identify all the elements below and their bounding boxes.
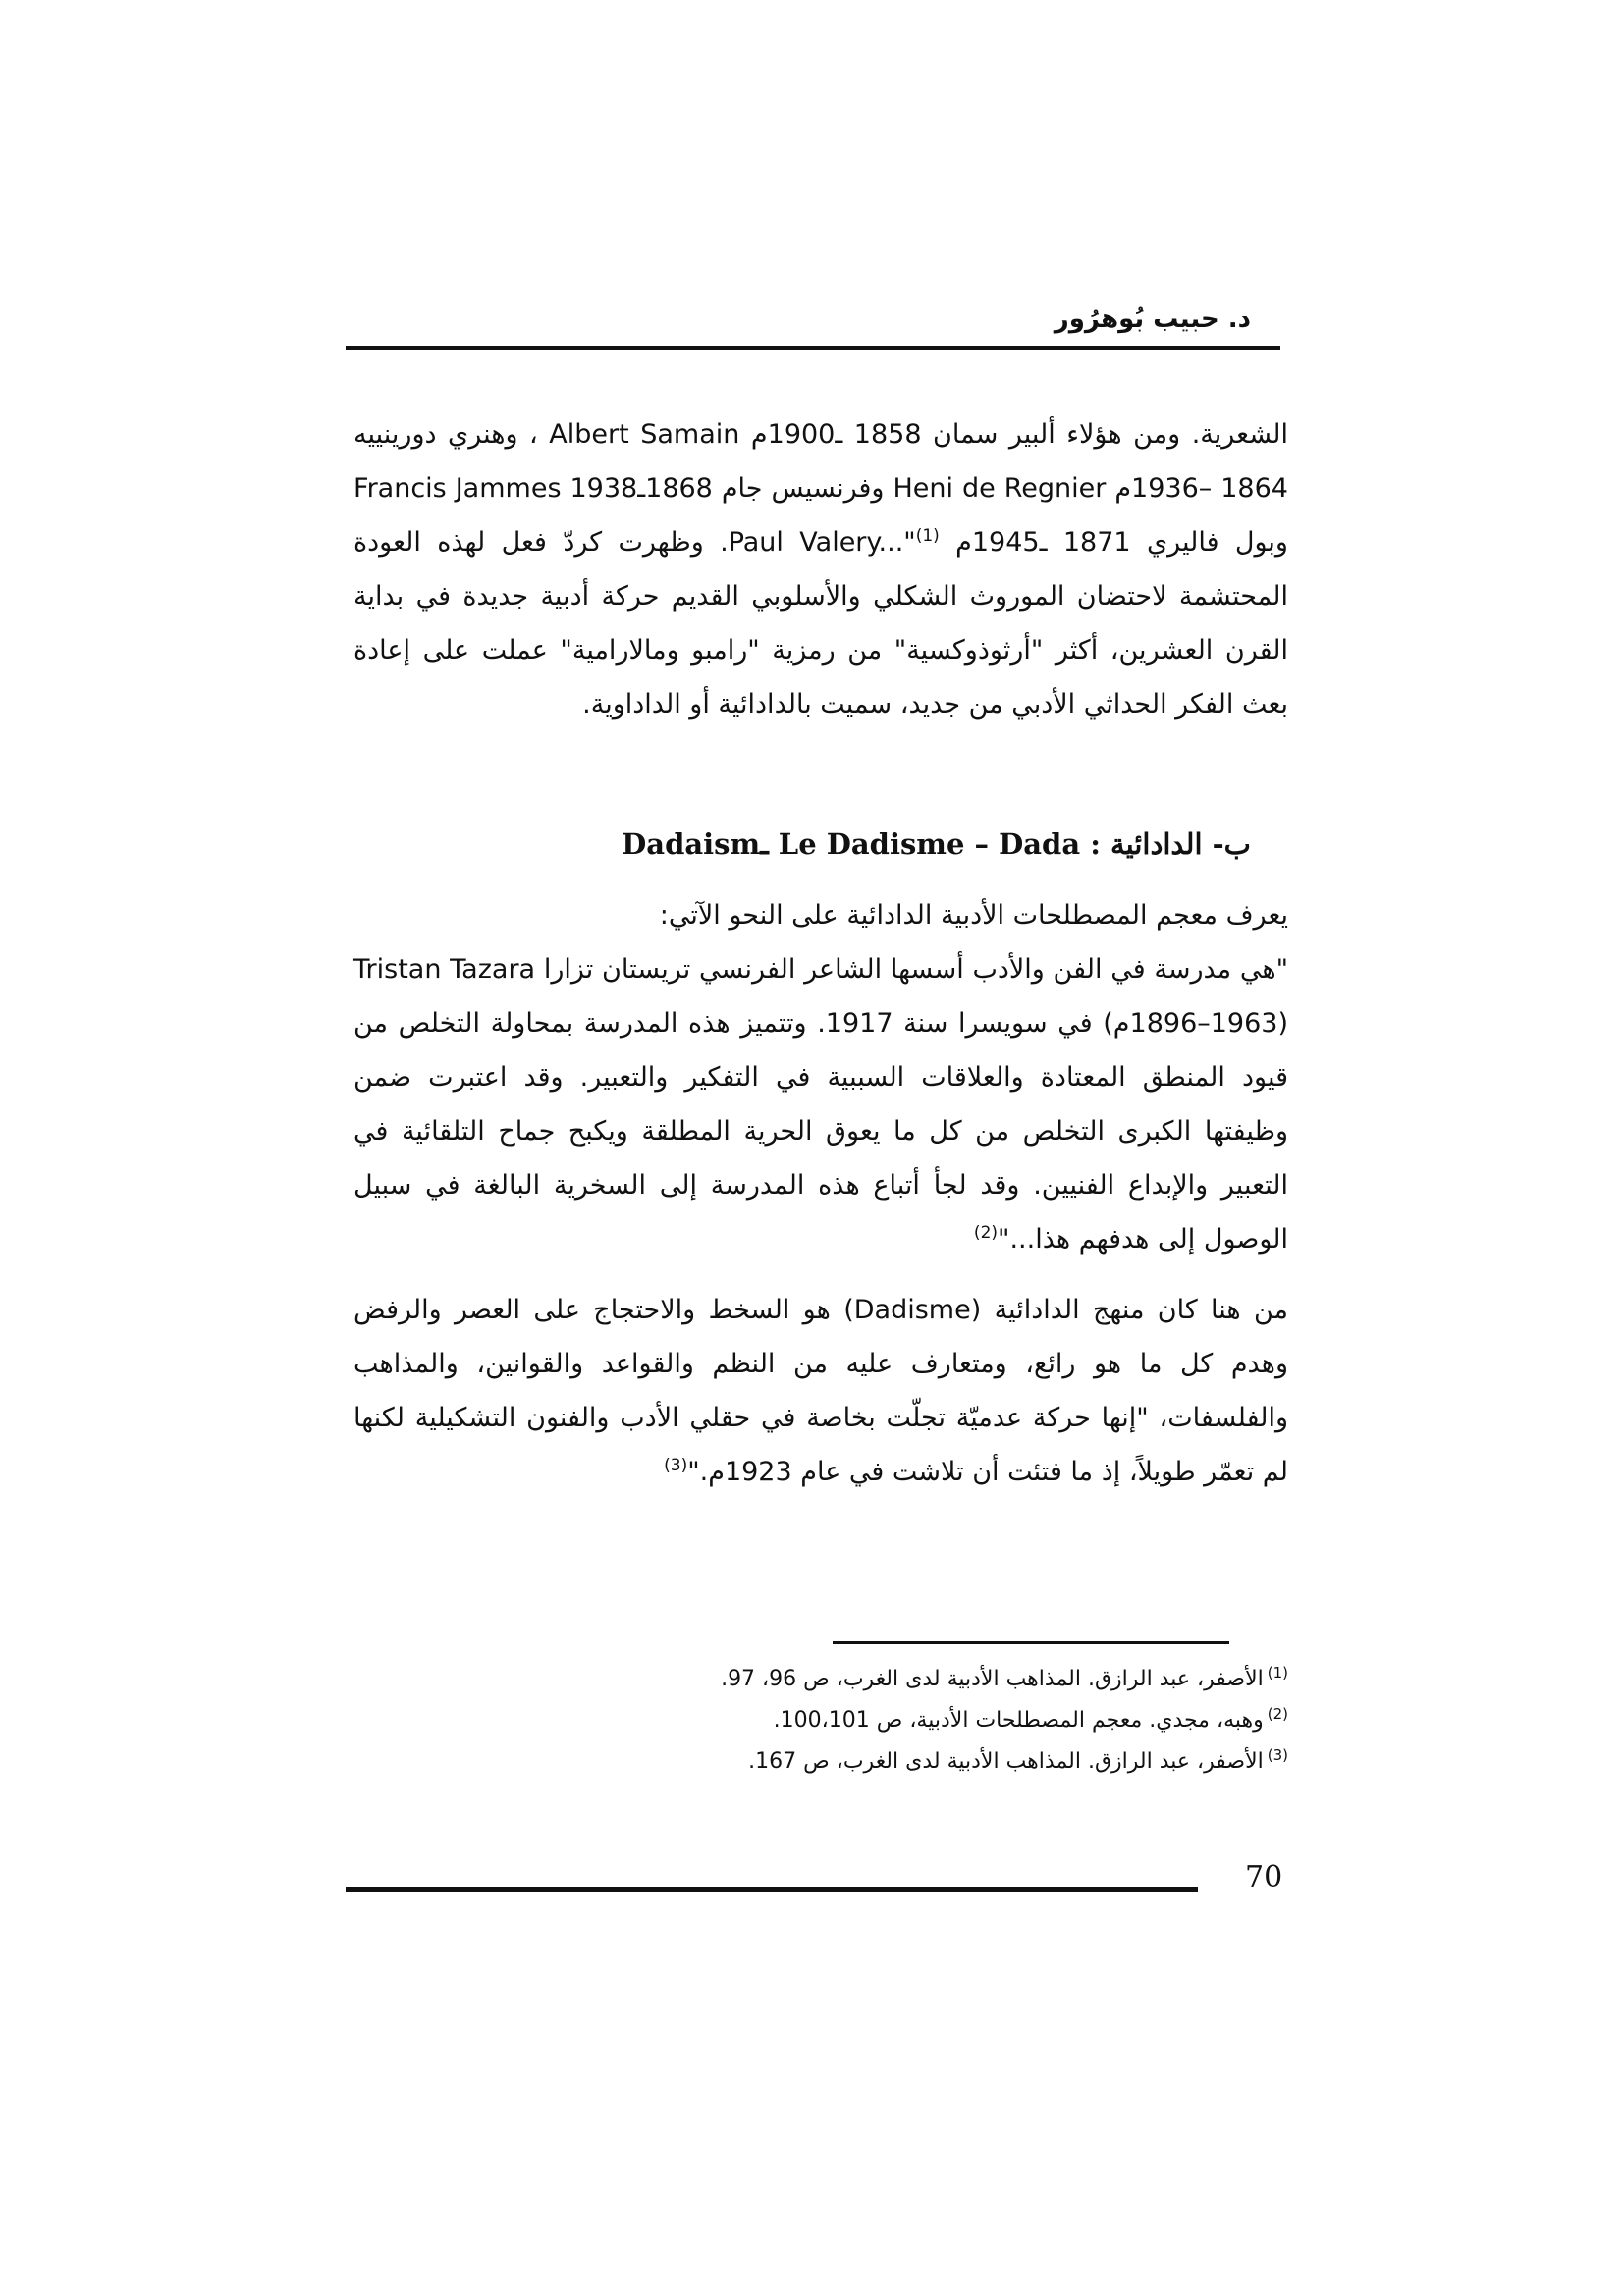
footnote-3-number: (3): [1267, 1745, 1288, 1764]
footnote-2: [550, 1700, 1288, 1741]
paragraph-1-tail: . وظهرت كردّ فعل لهذه العودة المحتشمة لاحتضان الموروث الشكلي والأسلوبي القديم حركة أدبية جديدة في بداية القرن العشرين، أكثر "أرثوذوكسية" من رمزية "رامبو ومالارامية" عملت على إعادة بعث الفكر الحداثي الأدبي من جديد، سميت بالدادائية أو الداداوية.: [353, 527, 1288, 720]
page-number: 70: [1245, 1860, 1283, 1895]
footnote-2-number: (2): [1267, 1704, 1288, 1723]
paragraph-3-text: "هي مدرسة في الفن والأدب أسسها الشاعر الفرنسي تريستان تزارا Tristan Tazara (1896–1963م) في سويسرا سنة 1917. وتتميز هذه المدرسة بمحاولة التخلص من قيود المنطق المعتادة والعلاقات السببية في التفكير والتعبير. وقد اعتبرت ضمن وظيفتها الكبرى التخلص من كل ما يعوق الحرية المطلقة ويكبح جماح التلقائية في التعبير والإبداع الفنيين. وقد لجأ أتباع هذه المدرسة إلى السخرية البالغة في سبيل الوصول إلى هدفهم هذا...": [353, 954, 1289, 1255]
footnote-ref-2: (2): [973, 1223, 999, 1243]
header-rule: [346, 346, 1280, 350]
paragraph-1: [353, 407, 1288, 731]
footnote-1: [550, 1659, 1288, 1700]
footnote-3: [550, 1741, 1288, 1783]
paragraph-4-text: من هنا كان منهج الدادائية (Dadisme) هو السخط والاحتجاج على العصر والرفض وهدم كل ما هو رائع، ومتعارف عليه من النظم والقواعد والقوانين، والمذاهب والفلسفات، "إنها حركة عدميّة تجلّت بخاصة في حقلي الأدب والفنون التشكيلية لكنها لم تعمّر طويلاً، إذ ما فتئت أن تلاشت في عام 1923م.": [353, 1295, 1288, 1487]
footnote-3-text: الأصفر، عبد الرازق. المذاهب الأدبية لدى الغرب، ص 167.: [748, 1749, 1264, 1774]
footnote-1-number: (1): [1267, 1663, 1288, 1682]
paragraph-3-quote: [353, 942, 1288, 1266]
section-heading-dadaism: ب- الدادائية : Le Dadisme – Dada ـDadaism: [622, 828, 1251, 861]
footnote-ref-1: (1): [915, 526, 940, 546]
footnote-separator: [833, 1641, 1229, 1644]
footnote-2-text: وهبه، مجدي. معجم المصطلحات الأدبية، ص 100،101.: [773, 1708, 1264, 1733]
footnote-ref-3: (3): [664, 1456, 688, 1475]
paragraph-2: يعرف معجم المصطلحات الأدبية الدادائية على النحو الآتي:: [659, 900, 1288, 931]
paragraph-1-text: الشعرية. ومن هؤلاء ألبير سمان 1858 ـ1900م Albert Samain ، وهنري دورينييه 1864 –1936م Heni de Regnier وفرنسيس جام 1868ـ1938 Francis Jammes وبول فاليري 1871 ـ1945م Paul Valery...": [353, 419, 1289, 558]
footnotes-list: [550, 1659, 1288, 1783]
running-header-author: د. حبيب بُوهرُور: [1054, 304, 1251, 334]
footnote-1-text: الأصفر، عبد الرازق. المذاهب الأدبية لدى الغرب، ص 96، 97.: [721, 1667, 1264, 1691]
paragraph-4: [353, 1283, 1288, 1499]
footer-rule: [346, 1887, 1198, 1892]
